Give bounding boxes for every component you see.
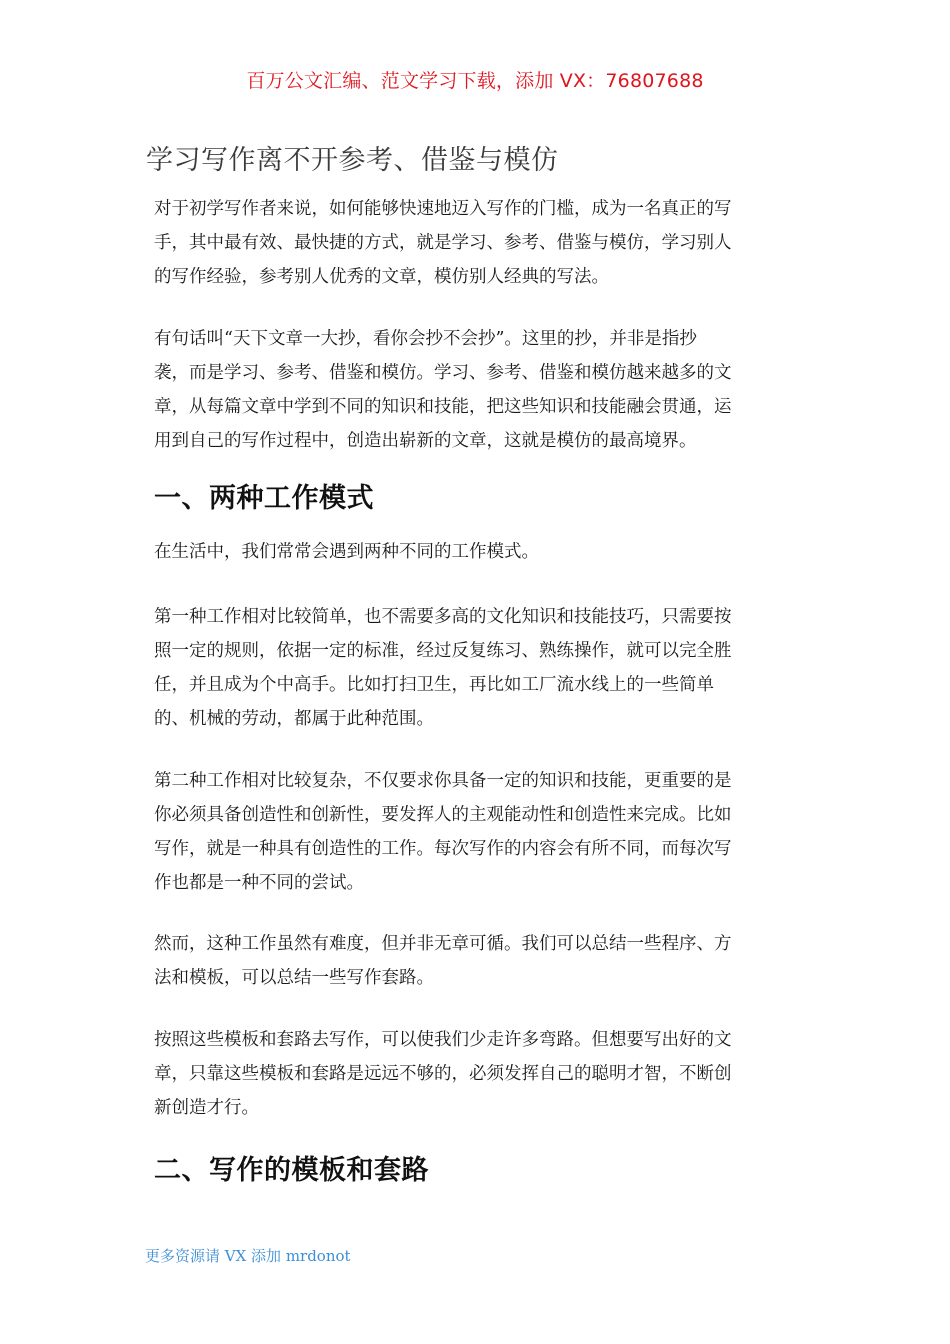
- text-line: 作也都是一种不同的尝试。: [154, 873, 364, 893]
- text-line: 有句话叫“天下文章一大抄，看你会抄不会抄”。这里的抄，并非是指抄: [154, 329, 697, 349]
- text-line: 照一定的规则，依据一定的标准，经过反复练习、熟练操作，就可以完全胜: [154, 641, 732, 661]
- text-line: 你必须具备创造性和创新性，要发挥人的主观能动性和创造性来完成。比如: [154, 805, 732, 825]
- text-line: 新创造才行。: [154, 1098, 259, 1118]
- text-line: 然而，这种工作虽然有难度，但并非无章可循。我们可以总结一些程序、方: [154, 934, 732, 954]
- section-1-paragraph-3: [154, 764, 794, 900]
- text-line: 第一种工作相对比较简单，也不需要多高的文化知识和技能技巧，只需要按: [154, 607, 732, 627]
- text-line: 章，只靠这些模板和套路是远远不够的，必须发挥自己的聪明才智，不断创: [154, 1064, 732, 1084]
- section-1-paragraph-4: [154, 927, 794, 995]
- text-line: 的写作经验，参考别人优秀的文章，模仿别人经典的写法。: [154, 267, 609, 287]
- section-heading-2: 二、写作的模板和套路: [154, 1155, 429, 1186]
- text-line: 按照这些模板和套路去写作，可以使我们少走许多弯路。但想要写出好的文: [154, 1030, 732, 1050]
- text-line: 手，其中最有效、最快捷的方式，就是学习、参考、借鉴与模仿，学习别人: [154, 233, 732, 253]
- text-line: 章，从每篇文章中学到不同的知识和技能，把这些知识和技能融会贯通，运: [154, 397, 732, 417]
- header-banner: 百万公文汇编、范文学习下载，添加 VX：76807688: [246, 70, 704, 92]
- footer-note: 更多资源请 VX 添加 mrdonot: [145, 1247, 351, 1265]
- text-line: 第二种工作相对比较复杂，不仅要求你具备一定的知识和技能，更重要的是: [154, 771, 732, 791]
- intro-paragraph-1: [154, 192, 794, 294]
- section-1-paragraph-5: [154, 1023, 794, 1125]
- text-line: 袭，而是学习、参考、借鉴和模仿。学习、参考、借鉴和模仿越来越多的文: [154, 363, 732, 383]
- document-title: 学习写作离不开参考、借鉴与模仿: [146, 145, 559, 176]
- section-1-paragraph-1: [154, 535, 794, 569]
- text-line: 用到自己的写作过程中，创造出崭新的文章，这就是模仿的最高境界。: [154, 431, 697, 451]
- text-line: 法和模板，可以总结一些写作套路。: [154, 968, 434, 988]
- text-line: 在生活中，我们常常会遇到两种不同的工作模式。: [154, 542, 539, 562]
- section-1-paragraph-2: [154, 600, 794, 736]
- text-line: 的、机械的劳动，都属于此种范围。: [154, 709, 434, 729]
- section-heading-1: 一、两种工作模式: [154, 483, 374, 514]
- intro-paragraph-2: [154, 322, 794, 458]
- text-line: 任，并且成为个中高手。比如打扫卫生，再比如工厂流水线上的一些简单: [154, 675, 714, 695]
- text-line: 对于初学写作者来说，如何能够快速地迈入写作的门槛，成为一名真正的写: [154, 199, 732, 219]
- text-line: 写作，就是一种具有创造性的工作。每次写作的内容会有所不同，而每次写: [154, 839, 732, 859]
